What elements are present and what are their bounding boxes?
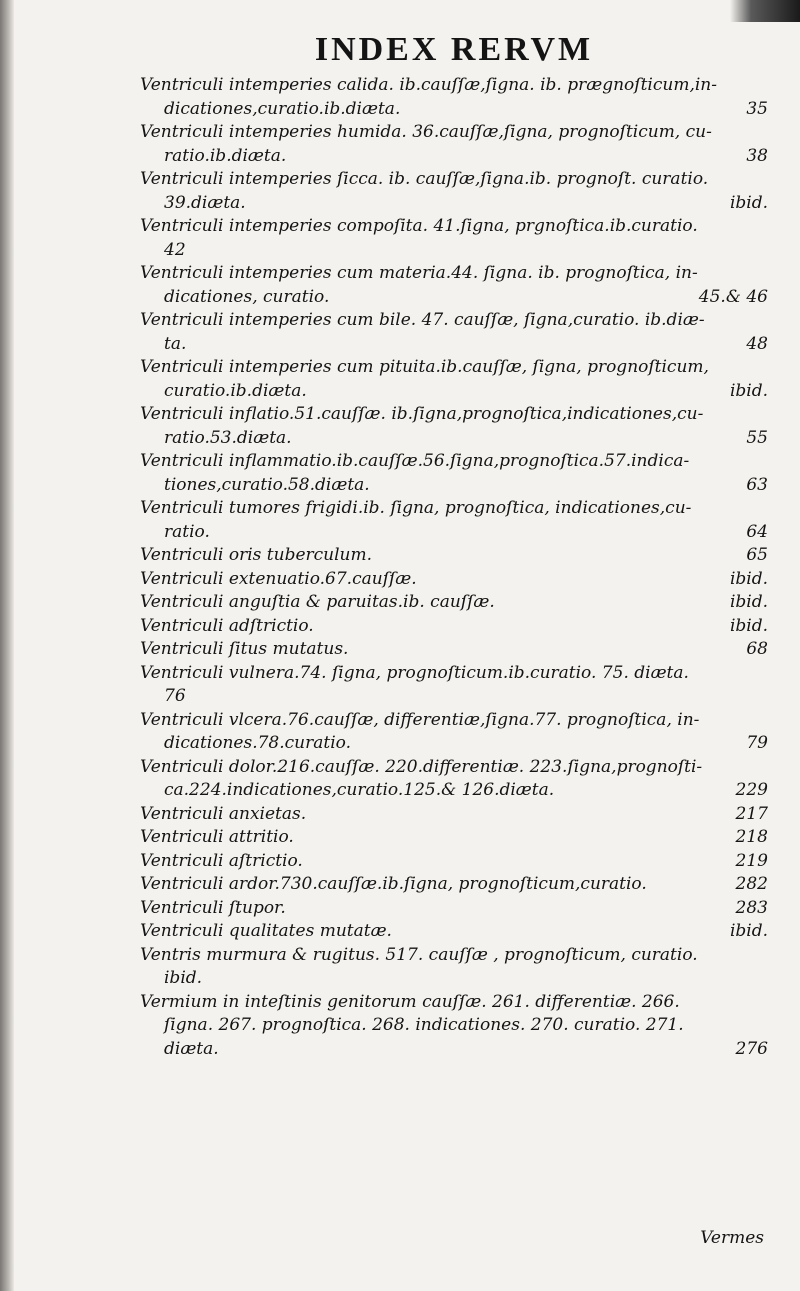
index-entry [140, 497, 768, 544]
entry-line: Ventriculi dolor.216.cauſſæ. 220.differentiæ. 223.ſigna,prognoſti- [140, 756, 703, 777]
index-entry [140, 615, 768, 639]
entry-continuation: diæta. [164, 1038, 219, 1059]
entry-page-number: 219 [735, 850, 768, 871]
entry-continuation: dicationes.78.curatio. [164, 733, 351, 753]
entry-page-number: 63 [746, 474, 768, 495]
entry-page-number: ibid. [729, 615, 768, 636]
index-entry [140, 262, 768, 309]
index-entry [140, 756, 768, 803]
entry-line: Ventriculi intemperies cum bile. 47. cauſſæ, ſigna,curatio. ib.diæ- [140, 310, 705, 330]
entry-continuation: 42 [164, 239, 186, 260]
entry-line: Ventriculi intemperies cum pituita.ib.cauſſæ, ſigna, prognoſticum, [140, 357, 709, 377]
entry-line: Ventriculi vulnera.74. ſigna, prognoſticum.ib.curatio. 75. diæta. [140, 662, 689, 683]
index-entry [140, 403, 768, 450]
entry-page-number: 35 [746, 98, 768, 119]
entry-line: Ventriculi intemperies ſicca. ib. cauſſæ,ſigna.ib. prognoſt. curatio. [140, 169, 709, 189]
entry-page-number: 48 [746, 333, 768, 354]
entry-line: Ventriculi intemperies humida. 36.cauſſæ,ſigna, prognoſticum, cu- [140, 122, 712, 142]
index-entry [140, 803, 768, 827]
entry-line: Ventriculi intemperies compoſita. 41.ſigna, prgnoſtica.ib.curatio. [140, 216, 698, 236]
entry-page-number: ibid. [729, 568, 768, 589]
entry-line: Ventriculi inflammatio.ib.cauſſæ.56.ſigna,prognoſtica.57.indica- [140, 451, 690, 471]
entry-page-number: 276 [735, 1038, 768, 1059]
index-entry [140, 920, 768, 944]
entry-line: Ventriculi ardor.730.cauſſæ.ib.ſigna, prognoſticum,curatio. [140, 874, 647, 894]
entry-page-number: 55 [746, 427, 768, 448]
index-entry [140, 944, 768, 991]
entry-continuation: 76 [164, 686, 186, 706]
page-title: INDEX RERVM [314, 31, 594, 68]
catchword: Vermes [700, 1228, 764, 1248]
index-entry [140, 591, 768, 615]
entry-continuation: ibid. [164, 968, 203, 988]
entry-page-number: ibid. [729, 192, 768, 213]
entry-line: Ventriculi anxietas. [140, 803, 307, 824]
index-entry [140, 873, 768, 897]
index-entry [140, 709, 768, 756]
index-entry [140, 309, 768, 356]
entry-line: Ventriculi ſitus mutatus. [140, 639, 349, 659]
index-entry [140, 991, 768, 1062]
entry-line: Ventriculi anguſtia & paruitas.ib. cauſſæ. [140, 592, 495, 612]
index-page [140, 30, 768, 1061]
entry-page-number: 282 [735, 874, 768, 894]
index-entry [140, 450, 768, 497]
entry-page-number: 218 [735, 827, 768, 847]
entry-line: Ventriculi intemperies cum materia.44. ſigna. ib. prognoſtica, in- [140, 263, 698, 283]
entry-continuation: tiones,curatio.58.diæta. [164, 474, 370, 495]
entry-continuation: curatio.ib.diæta. [164, 380, 307, 401]
index-entry [140, 826, 768, 850]
entry-line: Ventriculi attritio. [140, 827, 294, 847]
entry-line: Ventris murmura & rugitus. 517. cauſſæ , prognoſticum, curatio. [140, 944, 698, 965]
entry-page-number: 45.& 46 [698, 286, 768, 307]
entry-line: Ventriculi vlcera.76.cauſſæ, differentiæ,ſigna.77. prognoſtica, in- [140, 709, 700, 730]
index-entries [140, 74, 768, 1061]
entry-continuation: ratio.ib.diæta. [164, 145, 287, 166]
index-entry [140, 850, 768, 874]
index-entry [140, 121, 768, 168]
entry-line: Ventriculi inflatio.51.cauſſæ. ib.ſigna,prognoſtica,indicationes,cu- [140, 404, 704, 424]
index-entry [140, 168, 768, 215]
entry-continuation: ta. [164, 333, 187, 354]
page-corner-shadow [730, 0, 800, 22]
index-entry [140, 356, 768, 403]
entry-continuation: ratio. [164, 521, 210, 542]
entry-continuation: ratio.53.diæta. [164, 427, 292, 448]
index-entry [140, 215, 768, 262]
entry-page-number: 38 [746, 145, 768, 166]
entry-line: Ventriculi ſtupor. [140, 897, 286, 918]
entry-page-number: 79 [746, 733, 768, 753]
index-entry [140, 74, 768, 121]
entry-page-number: 283 [735, 897, 768, 918]
entry-continuation: dicationes, curatio. [164, 286, 330, 307]
entry-page-number: 64 [746, 521, 768, 542]
index-entry [140, 568, 768, 592]
index-entry [140, 544, 768, 568]
index-entry [140, 897, 768, 921]
entry-line: Vermium in inteſtinis genitorum cauſſæ. 261. differentiæ. 266. [140, 991, 680, 1012]
page-gutter-shadow [0, 0, 14, 1291]
entry-page-number: 68 [746, 639, 768, 659]
entry-continuation: ſigna. 267. prognoſtica. 268. indicationes. 270. curatio. 271. [164, 1015, 684, 1035]
entry-line: Ventriculi intemperies calida. ib.cauſſæ,ſigna. ib. prægnoſticum,in- [140, 75, 717, 95]
entry-page-number: ibid. [729, 380, 768, 401]
entry-line: Ventriculi oris tuberculum. [140, 545, 373, 565]
entry-page-number: 229 [735, 780, 768, 800]
entry-page-number: 217 [735, 803, 768, 824]
entry-line: Ventriculi aſtrictio. [140, 850, 303, 871]
entry-line: Ventriculi extenuatio.67.cauſſæ. [140, 568, 417, 589]
entry-continuation: dicationes,curatio.ib.diæta. [164, 98, 401, 119]
entry-line: Ventriculi adſtrictio. [140, 615, 314, 636]
index-entry [140, 638, 768, 662]
index-entry [140, 662, 768, 709]
entry-page-number: ibid. [729, 592, 768, 612]
entry-page-number: ibid. [729, 921, 768, 941]
entry-page-number: 65 [746, 545, 768, 565]
entry-line: Ventriculi qualitates mutatæ. [140, 921, 392, 941]
entry-continuation: 39.diæta. [164, 192, 246, 213]
entry-continuation: ca.224.indicationes,curatio.125.& 126.diæta. [164, 780, 555, 800]
entry-line: Ventriculi tumores frigidi.ib. ſigna, prognoſtica, indicationes,cu- [140, 498, 692, 518]
